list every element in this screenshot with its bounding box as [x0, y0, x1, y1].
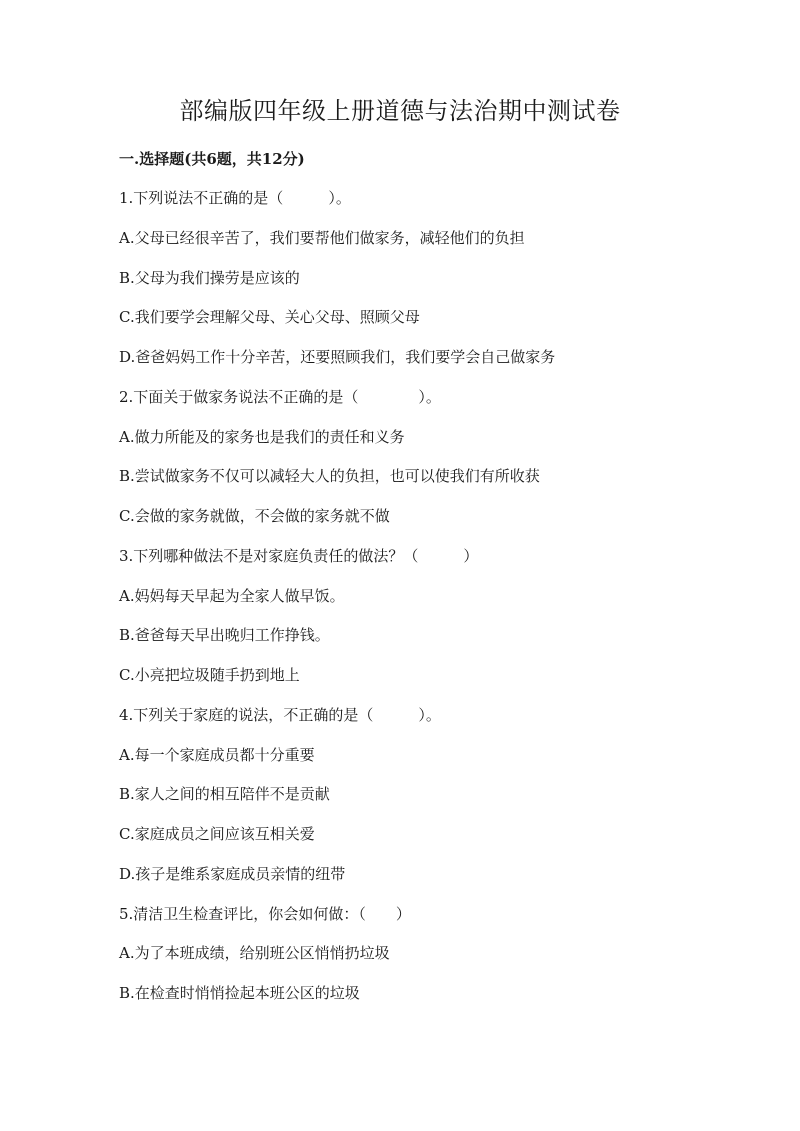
- option-line: A.每一个家庭成员都十分重要: [119, 745, 315, 764]
- option-line: C.会做的家务就做，不会做的家务就不做: [119, 507, 390, 525]
- option-line: A.为了本班成绩，给别班公区悄悄扔垃圾: [119, 944, 390, 963]
- section-heading: 一.选择题(共6题，共12分): [119, 150, 305, 168]
- option-line: A.妈妈每天早起为全家人做早饭。: [119, 586, 345, 605]
- question-stem: 1.下列说法不正确的是（ ）。: [119, 189, 351, 207]
- option-line: B.爸爸每天早出晚归工作挣钱。: [119, 626, 330, 645]
- option-line: A.父母已经很辛苦了，我们要帮他们做家务，减轻他们的负担: [119, 228, 525, 247]
- option-line: B.在检查时悄悄捡起本班公区的垃圾: [119, 984, 360, 1002]
- option-line: B.尝试做家务不仅可以减轻大人的负担，也可以使我们有所收获: [119, 467, 540, 486]
- question-stem: 5.清洁卫生检查评比，你会如何做：（ ）: [119, 904, 411, 923]
- option-line: C.小亮把垃圾随手扔到地上: [119, 666, 300, 684]
- option-line: C.我们要学会理解父母、关心父母、照顾父母: [119, 308, 420, 327]
- option-line: D.孩子是维系家庭成员亲情的纽带: [119, 864, 346, 883]
- option-line: B.家人之间的相互陪伴不是贡献: [119, 785, 330, 804]
- question-list: [119, 187, 719, 1022]
- page-title: 部编版四年级上册道德与法治期中测试卷: [179, 97, 621, 125]
- question-stem: 3.下列哪种做法不是对家庭负责任的做法？（ ）: [119, 546, 479, 565]
- option-line: D.爸爸妈妈工作十分辛苦，还要照顾我们，我们要学会自己做家务: [119, 348, 556, 366]
- option-line: A.做力所能及的家务也是我们的责任和义务: [119, 427, 405, 446]
- option-line: C.家庭成员之间应该互相关爱: [119, 825, 315, 843]
- question-stem: 4.下列关于家庭的说法，不正确的是（ ）。: [119, 705, 441, 724]
- option-line: B.父母为我们操劳是应该的: [119, 268, 300, 287]
- question-stem: 2.下面关于做家务说法不正确的是（ ）。: [119, 387, 441, 406]
